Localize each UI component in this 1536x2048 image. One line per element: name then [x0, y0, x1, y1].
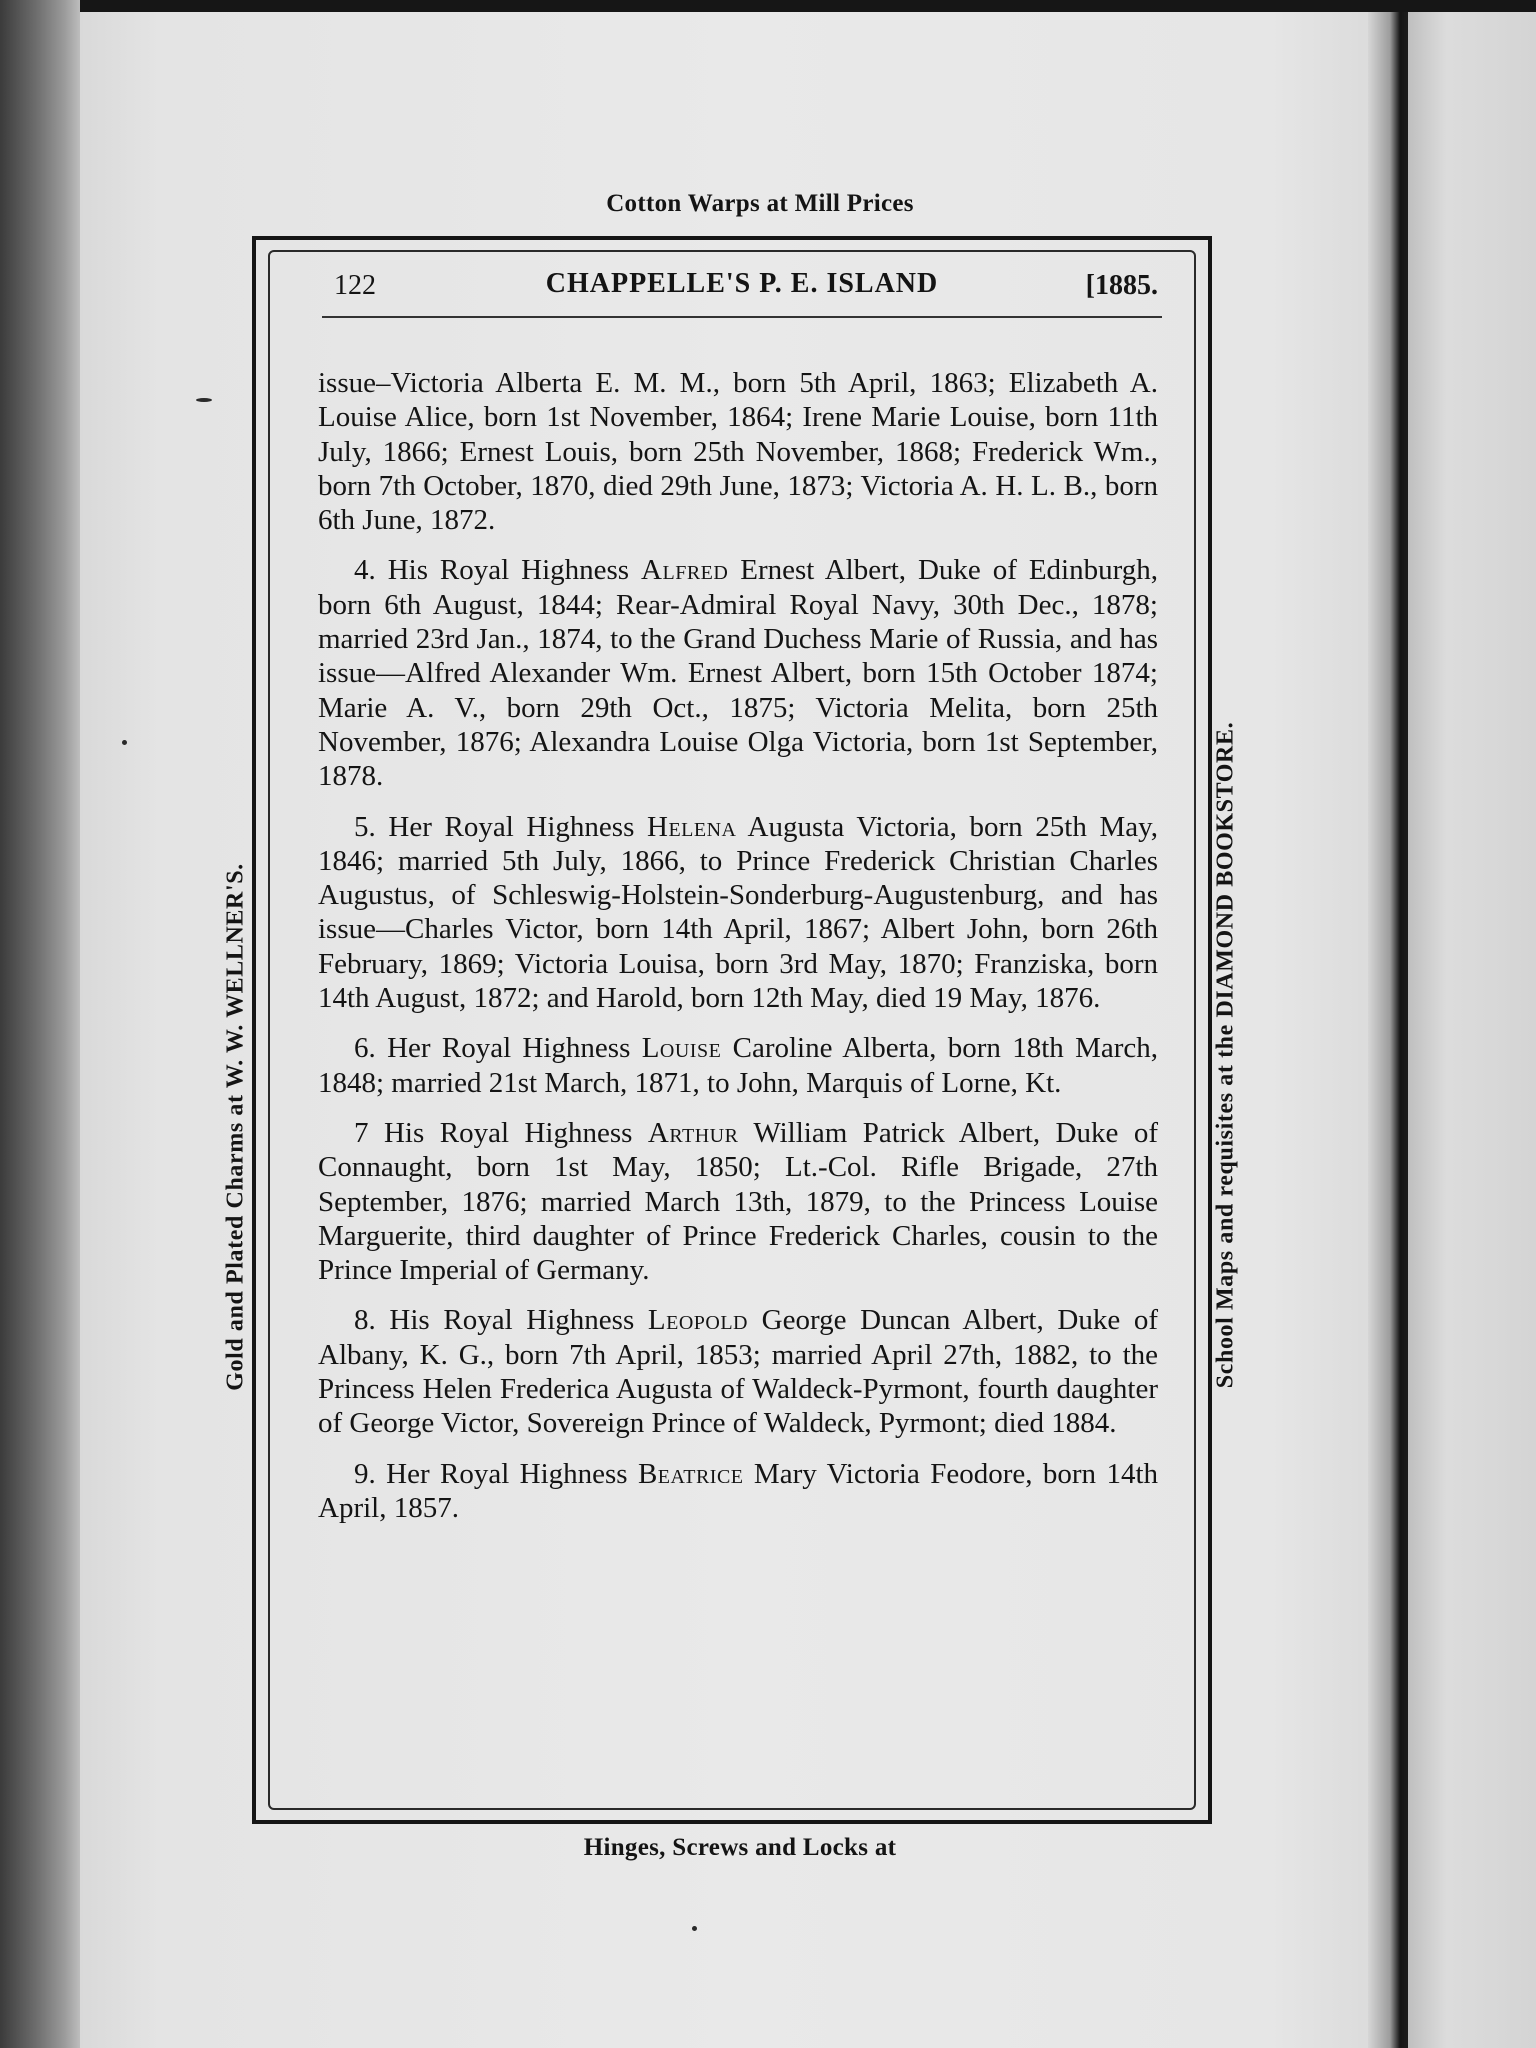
side-advertisement-right: School Maps and requisites at the DIAMOND BOOKSTORE. [1212, 721, 1239, 1389]
header-rule [322, 316, 1162, 318]
paragraph-text: Mary Victoria Feodore, born 14th April, 1857. [318, 1457, 1158, 1524]
paragraph-text: Caroline Alberta, born 18th March, 1848; married 21st March, 1871, to John, Marquis of Lorne, Kt. [318, 1032, 1158, 1099]
royal-name: Leopold [647, 1304, 748, 1337]
ink-speck [692, 1926, 697, 1931]
paragraph-lead: 4. His Royal Highness [354, 554, 642, 587]
ink-speck [122, 740, 127, 745]
page-title: CHAPPELLE'S P. E. ISLAND [545, 268, 939, 299]
royal-name: Alfred [641, 554, 729, 587]
book-spine-edge [0, 0, 80, 2048]
paragraph-lead: 7 His Royal Highness [354, 1116, 648, 1149]
paragraph-text: Augusta Victoria, born 25th May, 1846; married 5th July, 1866, to Prince Frederick Christian Charles Augustus, of Schleswig-Holstein-Sonderburg-Augustenburg, and has issue—Charles Victor, born 14th April, 1867; Albert John, born 26th February, 1869; Victoria Louisa, born 3rd May, 1870; Franziska, born 14th August, 1872; and Harold, born 12th May, died 19 May, 1876. [318, 810, 1159, 1015]
paragraph-lead: 8. His Royal Highness [354, 1304, 648, 1337]
paragraph-lead: 6. Her Royal Highness [354, 1032, 642, 1065]
paragraph-helena [318, 810, 1158, 1016]
paragraph-text: George Duncan Albert, Duke of Albany, K. G., born 7th April, 1853; married April 27th, 1882, to the Princess Helen Frederica Augusta of Waldeck-Pyrmont, fourth daughter of George Victor, Sovereign Prince of Waldeck, Pyrmont; died 1884. [318, 1304, 1159, 1440]
paragraph-text: William Patrick Albert, Duke of Connaught, born 1st May, 1850; Lt.-Col. Rifle Brigade, 27th September, 1876; married March 13th, 1879, to the Princess Louise Marguerite, third daughter of Prince Frederick Charles, cousin to the Prince Imperial of Germany. [318, 1116, 1159, 1287]
ink-speck [196, 398, 212, 402]
side-advertisement-left: Gold and Plated Charms at W. W. WELLNER'S. [222, 863, 249, 1391]
paragraph-beatrice [318, 1457, 1158, 1526]
paragraph-leopold [318, 1303, 1158, 1440]
royal-name: Louise [641, 1032, 722, 1065]
royal-name: Arthur [647, 1116, 739, 1149]
royal-name: Helena [647, 810, 737, 843]
paragraph-lead: 5. Her Royal Highness [354, 810, 648, 843]
paragraph-lead: 9. Her Royal Highness [354, 1457, 638, 1490]
paragraph-louise [318, 1031, 1158, 1100]
paragraph-issue-continuation [318, 366, 1158, 537]
running-head: Cotton Warps at Mill Prices [606, 190, 914, 217]
royal-name: Beatrice [637, 1457, 744, 1490]
paragraph-alfred [318, 553, 1158, 793]
paragraph-text: Ernest Albert, Duke of Edinburgh, born 6th August, 1844; Rear-Admiral Royal Navy, 30th Dec., 1878; married 23rd Jan., 1874, to the Grand Duchess Marie of Russia, and has issue—Alfred Alexander Wm. Ernest Albert, born 15th October 1874; Marie A. V., born 29th Oct., 1875; Victoria Melita, born 25th November, 1876; Alexandra Louise Olga Victoria, born 1st September, 1878. [318, 554, 1158, 793]
paragraph-arthur [318, 1116, 1158, 1287]
page-gutter [1368, 12, 1408, 2048]
page-header [322, 268, 1162, 312]
page-year: [1885. [1085, 270, 1158, 301]
running-foot: Hinges, Screws and Locks at [583, 1834, 897, 1861]
page-number: 122 [334, 270, 376, 301]
body-text [318, 366, 1158, 1541]
facing-page-edge [1408, 12, 1536, 2048]
paragraph-text: issue–Victoria Alberta E. M. M., born 5th April, 1863; Elizabeth A. Louise Alice, born 1st November, 1864; Irene Marie Louise, born 11th July, 1866; Ernest Louis, born 25th November, 1868; Frederick Wm., born 7th October, 1870, died 29th June, 1873; Victoria A. H. L. B., born 6th June, 1872. [318, 367, 1158, 537]
